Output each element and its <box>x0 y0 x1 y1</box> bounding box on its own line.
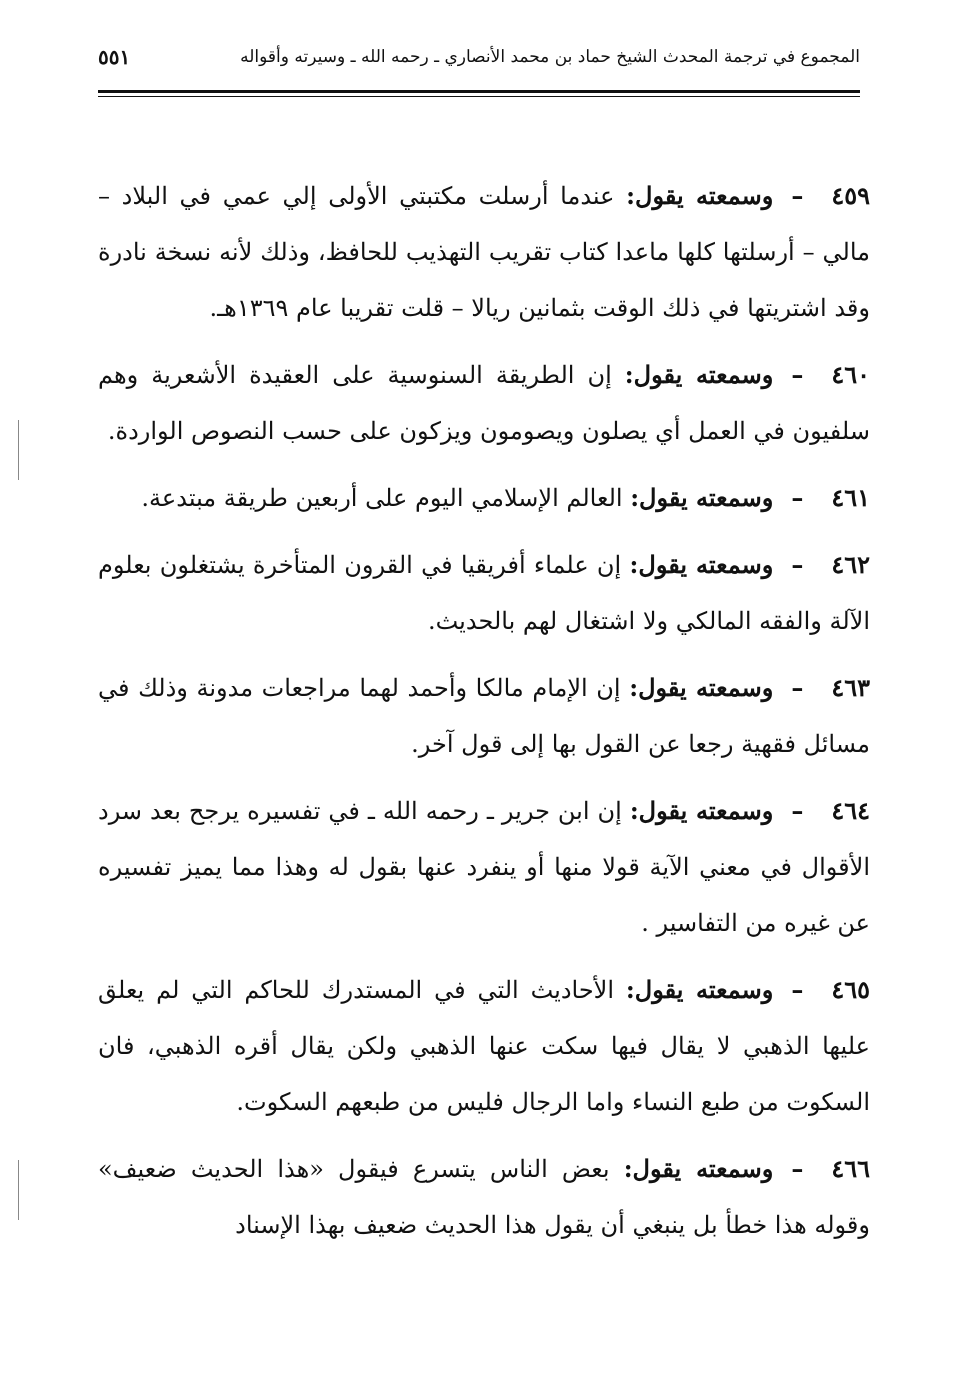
entry-number: ٤٦٠ <box>831 360 870 389</box>
entry-number: ٤٦٥ <box>831 975 870 1004</box>
entry-text: العالم الإسلامي اليوم على أربعين طريقة مبتدعة. <box>141 484 623 512</box>
entry-lead: وسمعته يقول: <box>630 483 774 512</box>
entry-dash: – <box>791 673 804 702</box>
entry-text: عندما أرسلت مكتبتي الأولى إلي عمي في البلاد – مالي – أرسلتها كلها ماعدا كتاب تقريب التهذيب للحافظ، وذلك لأنه نسخة نادرة وقد اشتريتها في ذلك الوقت بثمانين ريالا – قلت تقريبا عام ١٣٦٩هـ. <box>98 182 870 322</box>
running-header <box>98 40 860 74</box>
scan-margin-mark <box>18 1160 19 1220</box>
entry-lead: وسمعته يقول: <box>625 975 774 1004</box>
entry-dash: – <box>791 550 804 579</box>
entry-462 <box>98 537 870 649</box>
entry-dash: – <box>791 975 804 1004</box>
entry-dash: – <box>791 181 804 210</box>
entry-lead: وسمعته يقول: <box>626 181 774 210</box>
entry-number: ٤٥٩ <box>831 181 870 210</box>
entry-dash: – <box>791 360 804 389</box>
entry-text: إن علماء أفريقيا في القرون المتأخرة يشتغلون بعلوم الآلة والفقه المالكي ولا اشتغال لهم بالحديث. <box>98 551 870 635</box>
entry-465 <box>98 962 870 1130</box>
entry-460 <box>98 347 870 459</box>
entry-lead: وسمعته يقول: <box>629 796 774 825</box>
page-number: ٥٥١ <box>98 45 131 69</box>
entry-text: الأحاديث التي في المستدرك للحاكم التي لم يعلق عليها الذهبي لا يقال فيها سكت عنها الذهبي ولكن يقال أقره الذهبي، فان السكوت من طبع النساء واما الرجال فليس من طبعهم السكوت. <box>98 976 870 1116</box>
entry-459 <box>98 168 870 336</box>
entry-466 <box>98 1141 870 1253</box>
entry-number: ٤٦٤ <box>831 796 870 825</box>
header-rule-thin <box>98 96 860 97</box>
entry-text: إن ابن جرير ـ رحمه الله ـ في تفسيره يرجح بعد سرد الأقوال في معني الآية قولا منها أو ينفرد عنها بقول له وهذا مما يميز تفسيره عن غيره من التفاسير . <box>98 797 870 937</box>
header-rule-thick <box>98 90 860 93</box>
entry-number: ٤٦٦ <box>831 1154 870 1183</box>
entry-number: ٤٦١ <box>831 483 870 512</box>
entry-text: إن الإمام مالكا وأحمد لهما مراجعات مدونة وذلك في مسائل فقهية رجعا عن القول بها إلى قول آخر. <box>98 674 870 758</box>
entry-lead: وسمعته يقول: <box>624 360 774 389</box>
entry-dash: – <box>791 796 804 825</box>
entries-list <box>98 168 870 1264</box>
entry-text: إن الطريقة السنوسية على العقيدة الأشعرية وهم سلفيون في العمل أي يصلون ويصومون ويزكون على حسب النصوص الواردة. <box>98 361 870 445</box>
entry-number: ٤٦٢ <box>831 550 870 579</box>
entry-lead: وسمعته يقول: <box>629 673 774 702</box>
entry-461 <box>98 470 870 526</box>
entry-lead: وسمعته يقول: <box>623 1154 774 1183</box>
entry-464 <box>98 783 870 951</box>
scan-margin-mark <box>18 420 19 480</box>
entry-463 <box>98 660 870 772</box>
running-title: المجموع في ترجمة المحدث الشيخ حماد بن محمد الأنصاري ـ رحمه الله ـ وسيرته وأقواله <box>240 47 860 67</box>
entry-text: بعض الناس يتسرع فيقول «هذا الحديث ضعيف» وقوله هذا خطأ بل ينبغي أن يقول هذا الحديث ضعيف بهذا الإسناد <box>98 1155 870 1239</box>
entry-lead: وسمعته يقول: <box>629 550 774 579</box>
entry-number: ٤٦٣ <box>831 673 870 702</box>
entry-dash: – <box>791 1154 804 1183</box>
entry-dash: – <box>791 483 804 512</box>
